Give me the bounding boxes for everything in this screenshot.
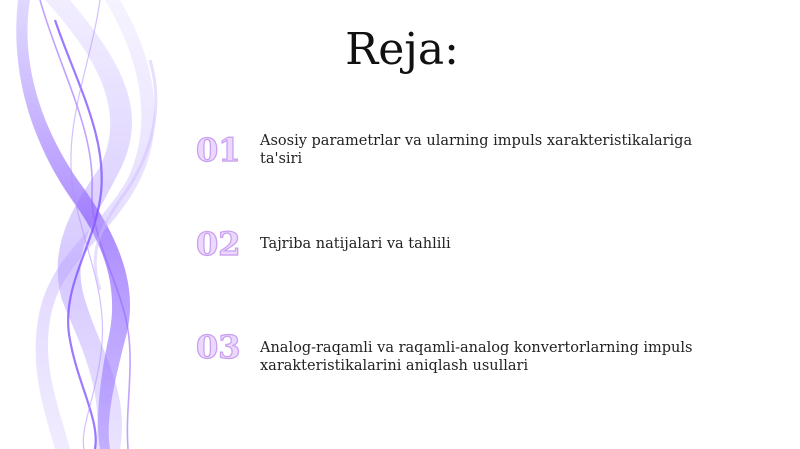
agenda-number: 01 bbox=[196, 130, 250, 170]
agenda-item-3 bbox=[196, 327, 736, 387]
agenda-item-1 bbox=[196, 130, 736, 190]
agenda-number: 03 bbox=[196, 327, 250, 367]
agenda-text: Analog-raqamli va raqamli-analog konvertorlarning impuls xarakteristikalarini aniqlash usullari bbox=[260, 340, 693, 374]
agenda-item-2 bbox=[196, 224, 736, 284]
agenda-text: Asosiy parametrlar va ularning impuls xarakteristikalariga ta'siri bbox=[260, 133, 693, 167]
agenda-number: 02 bbox=[196, 224, 250, 264]
slide-title: Reja: bbox=[345, 24, 459, 75]
agenda-text: Tajriba natijalari va tahlili bbox=[260, 236, 451, 252]
